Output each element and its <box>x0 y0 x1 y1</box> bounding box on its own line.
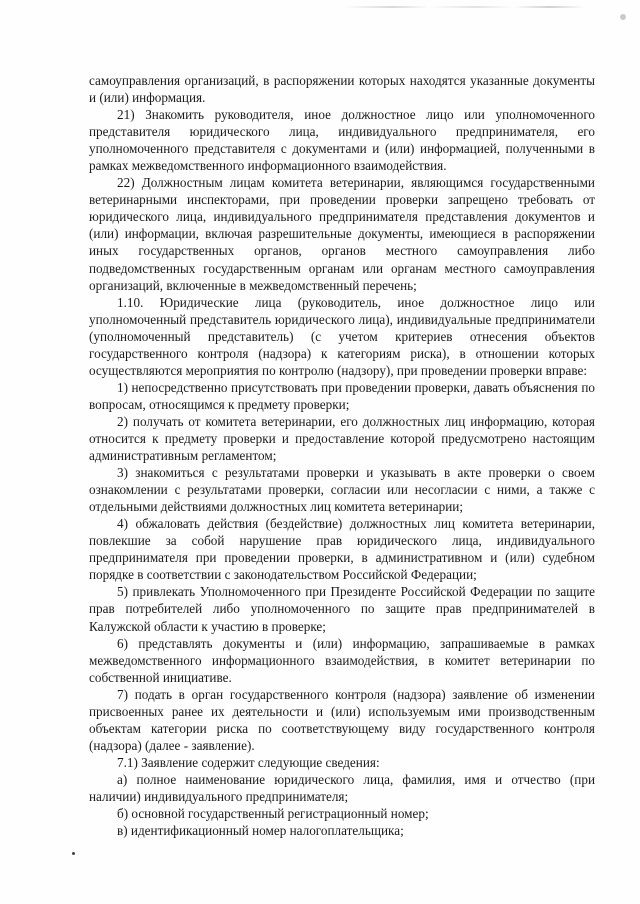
paragraph-subitem-a: а) полное наименование юридического лица, фамилия, имя и отчество (при наличии) индивидуального предпринимателя; <box>89 771 595 804</box>
paragraph-continuation: самоуправления организаций, в распоряжении которых находятся указанные документы и (или) информация. <box>89 73 595 106</box>
paragraph-right-5: 5) привлекать Уполномоченного при Президенте Российской Федерации по защите прав потребителей либо уполномоченного по защите прав предпринимателей в Калужской области к участию в проверке; <box>89 584 595 634</box>
paragraph-subitem-b: б) основной государственный регистрационный номер; <box>117 806 429 822</box>
paragraph-item-7-1: 7.1) Заявление содержит следующие сведения: <box>117 754 380 770</box>
paragraph-right-1: 1) непосредственно присутствовать при проведении проверки, давать объяснения по вопросам, относящимся к предмету проверки; <box>89 379 595 412</box>
paragraph-item-22: 22) Должностным лицам комитета ветеринарии, являющимся государственными ветеринарными инспекторами, при проведении проверки запрещено требовать от юридического лица, индивидуального предпринимателя представления документов и (или) информации, включая разрешительные документы, имеющиеся в распоряжении иных государственных органов, органов местного самоуправления либо подведомственных государственным органам или органам местного самоуправления организаций, включенные в межведомственный перечень; <box>89 175 595 293</box>
paragraph-right-2: 2) получать от комитета ветеринарии, его должностных лиц информацию, которая относится к предмету проверки и предоставление которой предусмотрено настоящим административным регламентом; <box>89 413 595 464</box>
paragraph-item-21: 21) Знакомить руководителя, иное должностное лицо или уполномоченного представителя юридического лица, индивидуального предпринимателя, его уполномоченного представителя с документами и (или) информацией, полученными в рамках межведомственного информационного взаимодействия. <box>89 107 595 174</box>
paragraph-right-3: 3) знакомиться с результатами проверки и указывать в акте проверки о своем ознакомлении с результатами проверки, согласии или несогласии с ними, а также с отдельными действиями должностных лиц комитета ветеринарии; <box>89 465 595 515</box>
scan-dot-mark <box>72 852 75 855</box>
paragraph-right-6: 6) представлять документы и (или) информацию, запрашиваемые в рамках межведомственного информационного взаимодействия, в комитет ветеринарии по собственной инициативе. <box>89 635 595 685</box>
document-body <box>89 72 595 839</box>
paragraph-right-4: 4) обжаловать действия (бездействие) должностных лиц комитета ветеринарии, повлекшие за собой нарушение прав юридического лица, индивидуального предпринимателя при проведении проверки, в административном и (или) судебном порядке в соответствии с законодательством Российской Федерации; <box>89 516 595 583</box>
scan-edge-mark <box>345 6 585 8</box>
paragraph-right-7: 7) подать в орган государственного контроля (надзора) заявление об изменении присвоенных ранее их деятельности и (или) используемым ими производственным объектам категории риска по соответствующему виду государственного контроля (надзора) (далее - заявление). <box>89 686 595 753</box>
paragraph-subitem-v: в) идентификационный номер налогоплательщика; <box>117 823 404 839</box>
scan-speck <box>620 14 626 20</box>
paragraph-section-1-10: 1.10. Юридические лица (руководитель, иное должностное лицо или уполномоченный представитель юридического лица), индивидуальные предприниматели (уполномоченный представитель) (с учетом критериев отнесения объектов государственного контроля (надзора) к категориям риска), в отношении которых осуществляются мероприятия по контролю (надзору), при проведении проверки вправе: <box>89 294 595 378</box>
